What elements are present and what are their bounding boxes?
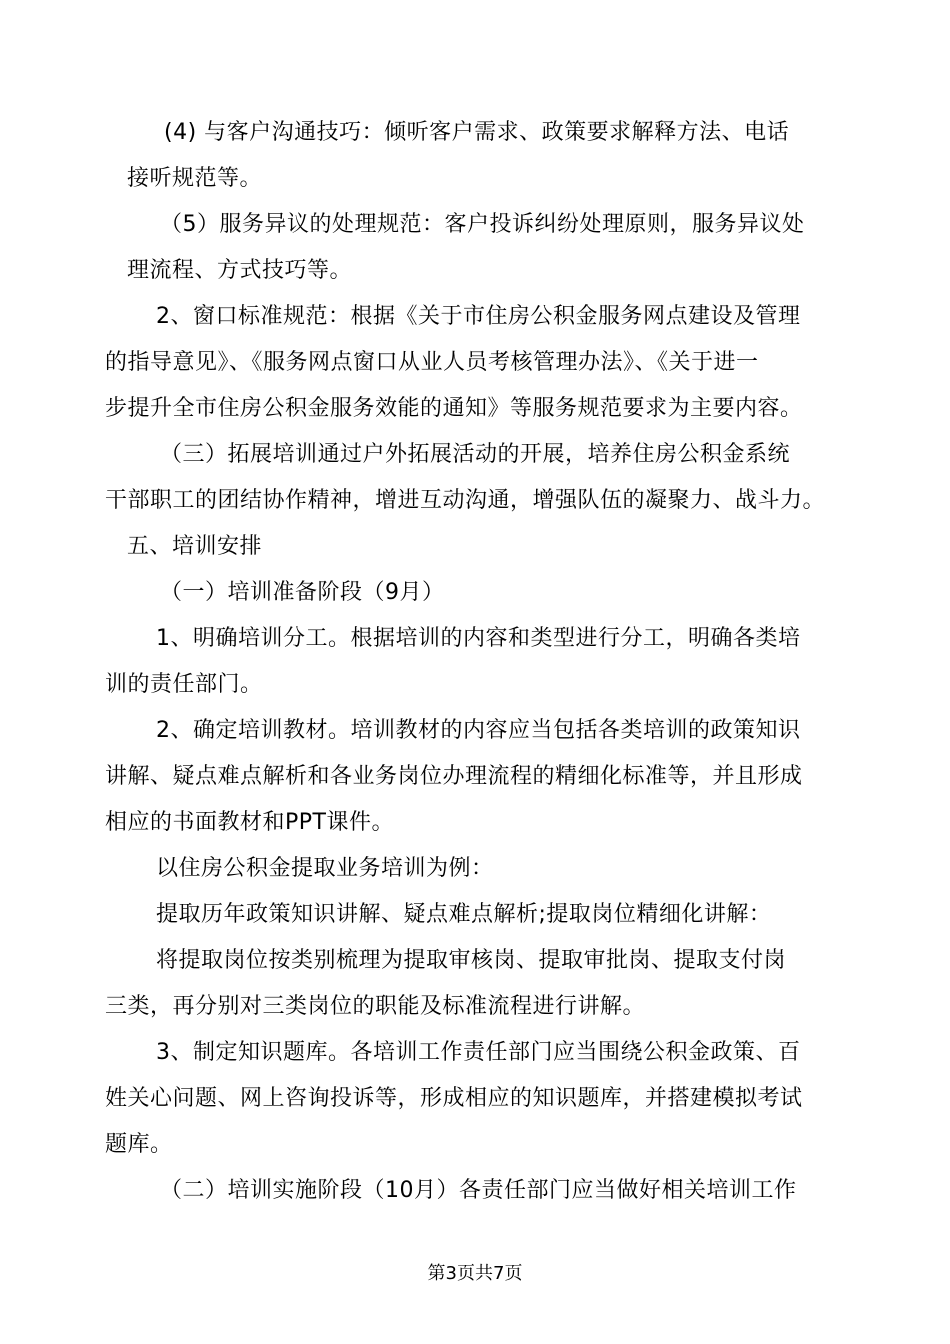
text-line: 理流程、方式技巧等。 — [127, 258, 353, 283]
text-line: 3、制定知识题库。各培训工作责任部门应当围绕公积金政策、百 — [156, 1040, 801, 1065]
subsection-heading: （一）培训准备阶段（9月） — [160, 580, 445, 605]
text-line: 三类，再分别对三类岗位的职能及标准流程进行讲解。 — [105, 994, 646, 1019]
section-heading: 五、培训安排 — [127, 534, 263, 559]
text-line: 以住房公积金提取业务培训为例： — [156, 856, 494, 881]
text-line: 2、窗口标准规范：根据《关于市住房公积金服务网点建设及管理 — [156, 304, 801, 329]
text-line: 1、明确培训分工。根据培训的内容和类型进行分工，明确各类培 — [156, 626, 801, 651]
text-line: 2、确定培训教材。培训教材的内容应当包括各类培训的政策知识 — [156, 718, 801, 743]
text-line: 接听规范等。 — [127, 166, 263, 191]
text-line: 的指导意见》、《服务网点窗口从业人员考核管理办法》、《关于进一 — [105, 350, 759, 375]
text-line: 提取历年政策知识讲解、疑点难点解析;提取岗位精细化讲解： — [156, 902, 772, 927]
text-line: 姓关心问题、网上咨询投诉等，形成相应的知识题库，并搭建模拟考试 — [105, 1086, 803, 1111]
text-line: (4) 与客户沟通技巧：倾听客户需求、政策要求解释方法、电话 — [164, 120, 790, 145]
text-line: 讲解、疑点难点解析和各业务岗位办理流程的精细化标准等，并且形成 — [105, 764, 803, 789]
text-line: （5）服务异议的处理规范：客户投诉纠纷处理原则，服务异议处 — [160, 212, 805, 237]
text-line: （三）拓展培训通过户外拓展活动的开展，培养住房公积金系统 — [160, 442, 791, 467]
text-line: （二）培训实施阶段（10月）各责任部门应当做好相关培训工作 — [160, 1178, 797, 1203]
text-line: 干部职工的团结协作精神，增进互动沟通，增强队伍的凝聚力、战斗力。 — [105, 488, 826, 513]
text-line: 题库。 — [105, 1132, 173, 1157]
text-line: 训的责任部门。 — [105, 672, 263, 697]
text-line: 将提取岗位按类别梳理为提取审核岗、提取审批岗、提取支付岗 — [156, 948, 787, 973]
text-line: 步提升全市住房公积金服务效能的通知》等服务规范要求为主要内容。 — [105, 396, 803, 421]
page-number-footer: 第3页共7页 — [427, 1263, 523, 1284]
text-line: 相应的书面教材和PPT课件。 — [105, 810, 394, 835]
